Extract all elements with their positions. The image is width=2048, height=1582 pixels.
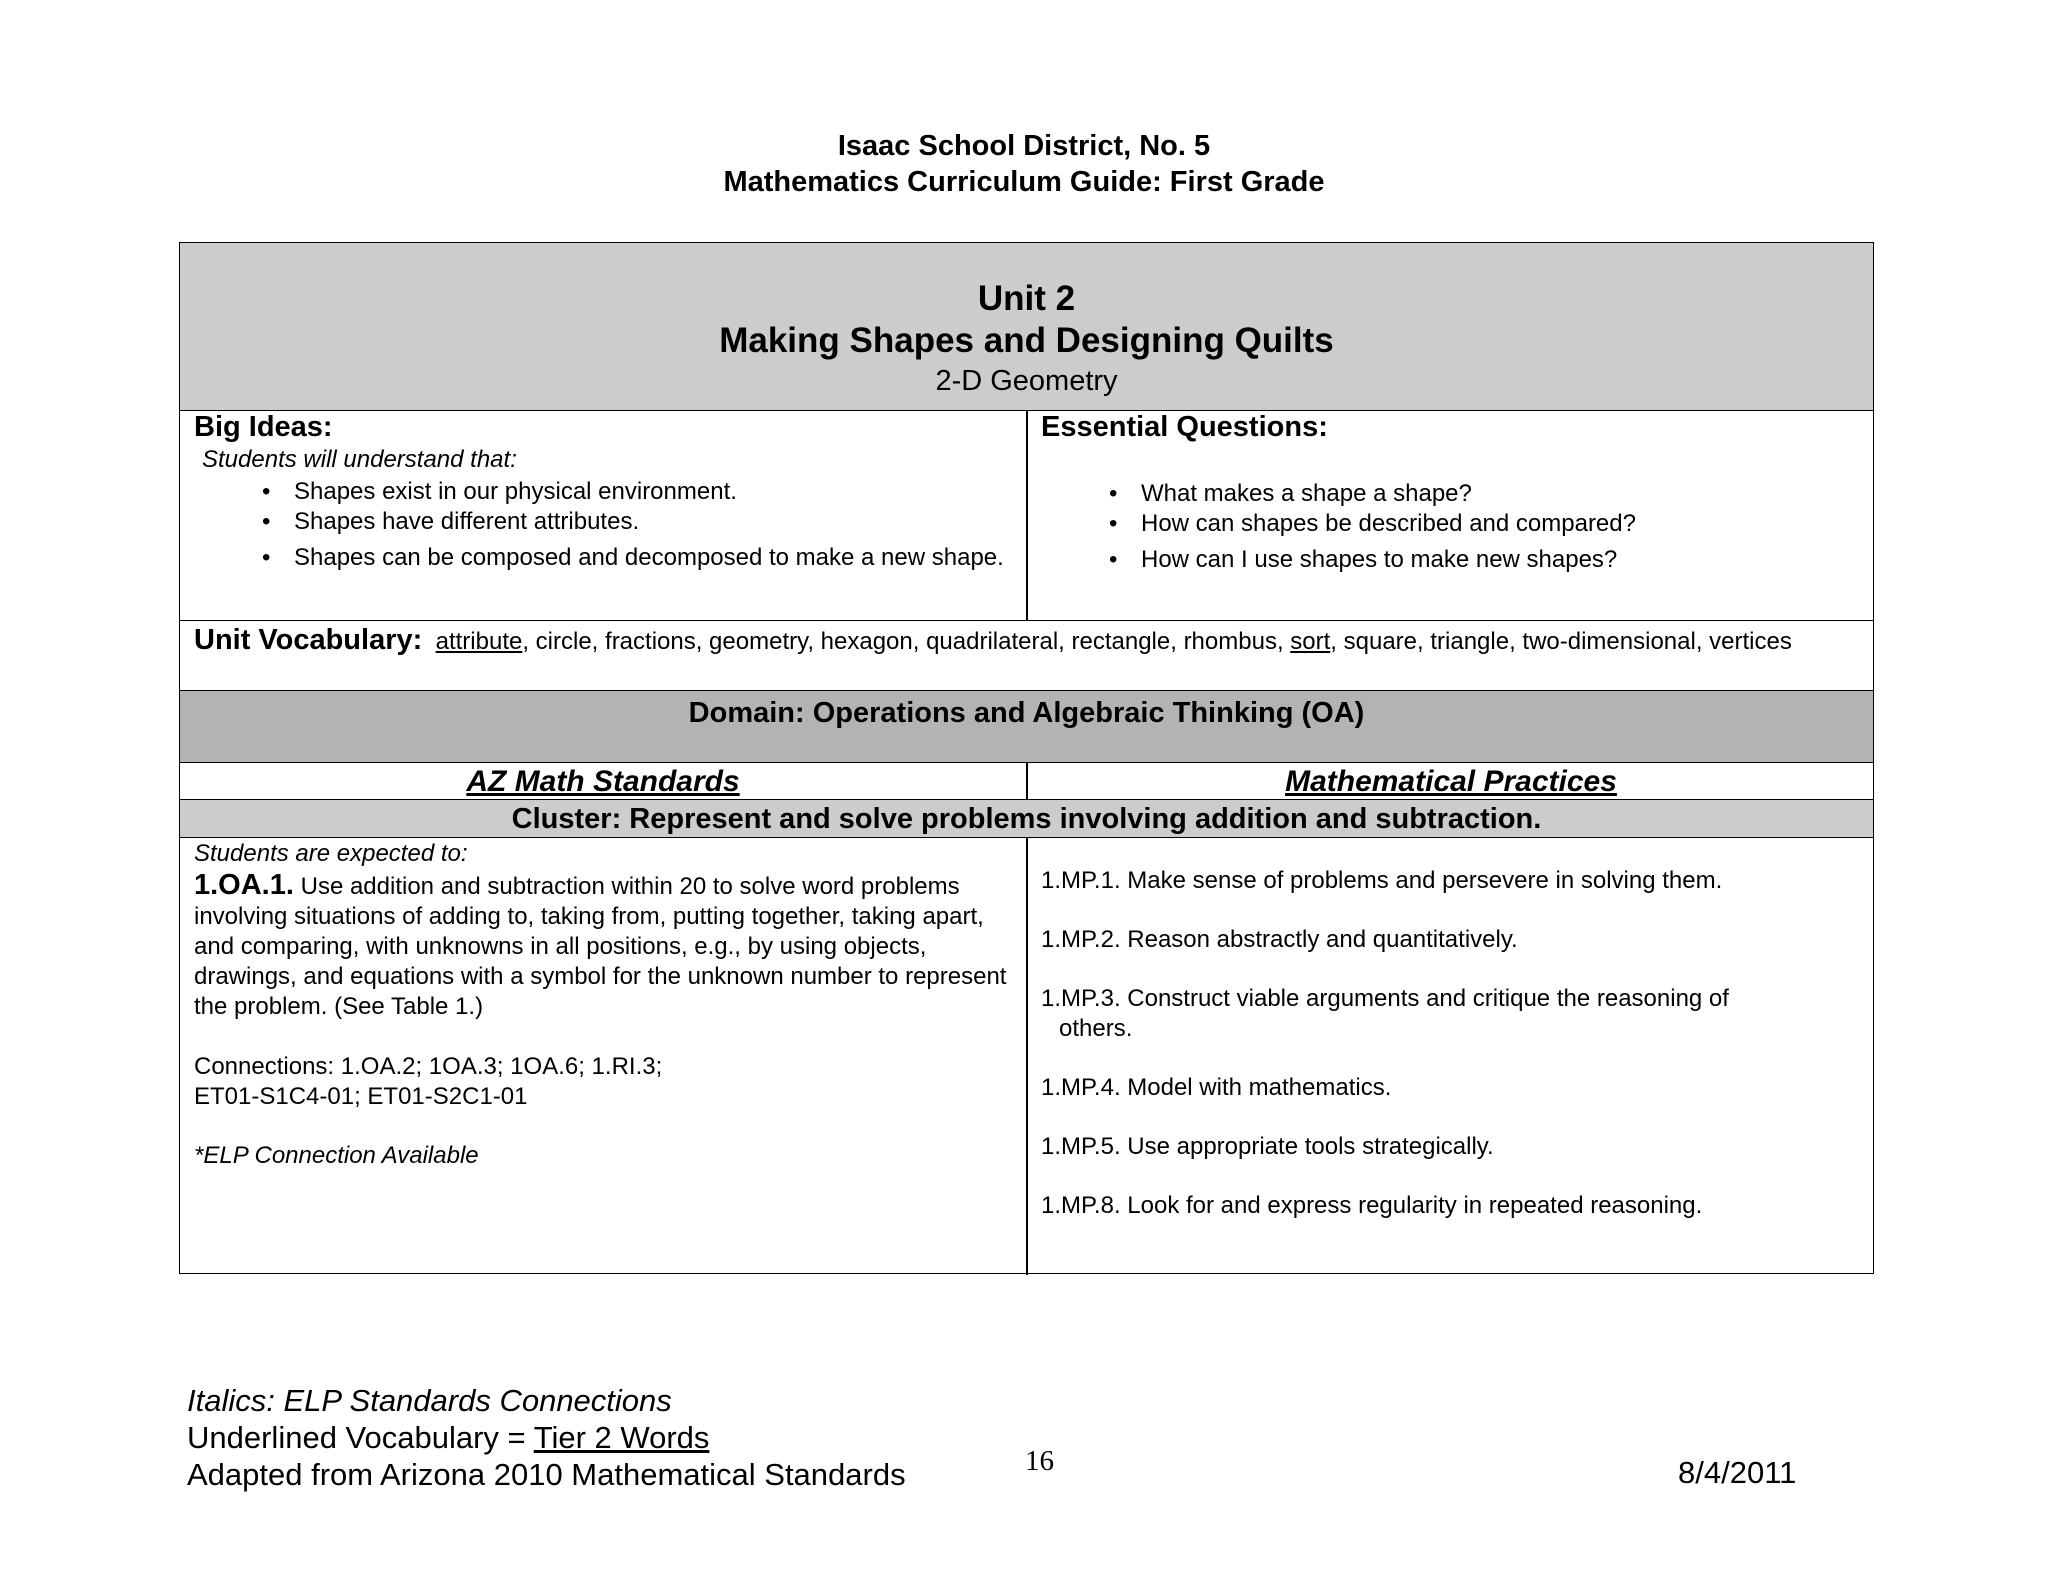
vocabulary-row <box>180 621 1873 691</box>
standard-code: 1.OA.1. <box>194 869 294 901</box>
cluster-title: Cluster: Represent and solve problems involving addition and subtraction. <box>511 803 1542 835</box>
unit-number: Unit 2 <box>977 279 1076 318</box>
connections-line: Connections: 1.OA.2; 1OA.3; 1OA.6; 1.RI.3; <box>194 1053 663 1080</box>
list-item: • What makes a shape a shape? <box>1041 480 1861 508</box>
practices-column-header: Mathematical Practices <box>1285 765 1617 798</box>
practice-item <box>1041 984 1861 1044</box>
tier2-word: sort <box>1290 628 1331 655</box>
practice-text: 1.MP.3. Construct viable arguments and critique the reasoning of <box>1041 985 1729 1012</box>
standards-column-header: AZ Math Standards <box>466 765 740 798</box>
big-ideas-intro: Students will understand that: <box>202 446 517 473</box>
practice-item: 1.MP.2. Reason abstractly and quantitatively. <box>1041 926 1518 953</box>
essential-questions-heading: Essential Questions: <box>1041 411 1328 443</box>
list-item: • Shapes exist in our physical environment. <box>194 478 1014 506</box>
standard-intro: Students are expected to: <box>194 840 468 867</box>
curriculum-table <box>179 242 1874 1274</box>
connections-line: ET01-S1C4-01; ET01-S2C1-01 <box>194 1083 528 1110</box>
practice-item: 1.MP.8. Look for and express regularity in repeated reasoning. <box>1041 1192 1703 1219</box>
vocabulary-text: , circle, fractions, geometry, hexagon, quadrilateral, rectangle, rhombus, <box>522 628 1291 655</box>
essential-questions-cell <box>1041 411 1861 574</box>
footer-source-note: Adapted from Arizona 2010 Mathematical Standards <box>187 1457 906 1492</box>
list-item: • How can shapes be described and compared? <box>1041 510 1861 538</box>
list-item: • Shapes can be composed and decomposed to make a new shape. <box>194 544 1014 572</box>
big-ideas-cell <box>194 411 1014 572</box>
practice-item: 1.MP.5. Use appropriate tools strategically. <box>1041 1133 1494 1160</box>
list-item: • Shapes have different attributes. <box>194 508 1014 536</box>
footer-date: 8/4/2011 <box>1678 1455 1797 1490</box>
domain-row <box>180 691 1873 763</box>
footer-italics-note: Italics: ELP Standards Connections <box>187 1383 672 1418</box>
practice-text-continued: others. <box>1059 1015 1133 1042</box>
elp-connection-note: *ELP Connection Available <box>194 1142 479 1169</box>
cluster-row <box>180 800 1873 838</box>
footer-notes <box>187 1382 906 1493</box>
unit-subtitle: 2-D Geometry <box>935 365 1118 397</box>
standard-text-block <box>194 870 1014 1022</box>
big-ideas-heading: Big Ideas: <box>194 411 333 443</box>
column-divider <box>1026 411 1028 621</box>
vocabulary-text: , square, triangle, two-dimensional, vertices <box>1330 628 1792 655</box>
guide-title: Mathematics Curriculum Guide: First Grade <box>723 166 1325 198</box>
footer-tier2-label: Tier 2 Words <box>533 1420 710 1455</box>
standard-text: Use addition and subtraction within 20 to solve word problems involving situations of adding to, taking from, putting together, taking apart, and comparing, with unknowns in all positions, e.g., by using objects, drawings, and equations with a symbol for the unknown number to represent the problem. (See Table 1.) <box>194 873 1007 1020</box>
practices-cell <box>1041 866 1861 1250</box>
unit-title: Making Shapes and Designing Quilts <box>719 321 1334 360</box>
document-header <box>0 128 2048 200</box>
unit-title-row <box>180 243 1873 411</box>
district-name: Isaac School District, No. 5 <box>837 130 1211 162</box>
page-number: 16 <box>1025 1445 1054 1477</box>
essential-questions-list <box>1041 480 1861 574</box>
tier2-word: attribute <box>435 628 523 655</box>
column-divider <box>1026 763 1028 800</box>
practice-item: 1.MP.1. Make sense of problems and persevere in solving them. <box>1041 867 1723 894</box>
column-divider <box>1026 838 1028 1275</box>
footer-vocab-note <box>187 1419 906 1456</box>
vocabulary-label: Unit Vocabulary: <box>194 624 423 656</box>
big-ideas-list <box>194 478 1014 572</box>
standard-cell <box>194 838 1014 1170</box>
standard-connections <box>194 1052 1014 1112</box>
list-item: • How can I use shapes to make new shapes? <box>1041 546 1861 574</box>
domain-title: Domain: Operations and Algebraic Thinking (OA) <box>688 697 1365 729</box>
practice-item: 1.MP.4. Model with mathematics. <box>1041 1074 1392 1101</box>
footer-vocab-prefix: Underlined Vocabulary = <box>187 1420 534 1455</box>
